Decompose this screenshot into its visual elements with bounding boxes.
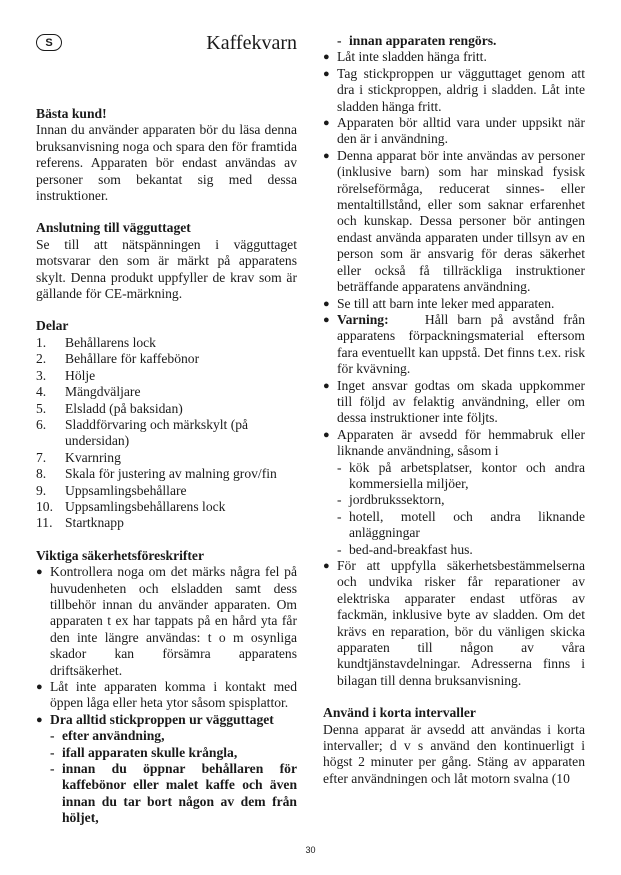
unplug-heading: Dra alltid stickproppen ur vägguttaget (50, 711, 274, 727)
warning-label: Varning: (337, 311, 389, 327)
page-number: 30 (305, 845, 316, 855)
parts-item: 3. Hölje (36, 367, 96, 383)
bullet-icon (323, 115, 337, 148)
bullet-icon (323, 296, 337, 312)
parts-heading: Delar (36, 318, 69, 334)
intervals-body: Denna apparat är avsedd att användas i korta intervaller; d v s använd den kontinuerligt i högst 2 minuter per gång. Stäng av apparaten efter användningen och låt motorn svalna (10 (323, 721, 585, 786)
bullet-icon (323, 312, 337, 378)
unplug-sublist-cont (323, 33, 585, 49)
bullet-icon (36, 712, 50, 827)
language-badge: S (36, 34, 62, 51)
unplug-item: - innan apparaten rengörs. (337, 33, 497, 48)
connection-heading: Anslutning till vägguttaget (36, 220, 191, 236)
page-title: Kaffekvarn (206, 32, 297, 54)
unplug-item: - efter användning, (50, 728, 165, 744)
greeting-body: Innan du använder apparaten bör du läsa denna bruksanvisning noga och spara den för framtida referens. Apparaten bör endast användas av personer som bekantat sig med dessa instruktioner. (36, 122, 297, 204)
safety-bullet: ● För att uppfylla säkerhetsbestämmelserna och undvika risker får reparationer av elektriska apparater endast utföras av fackmän, inklusive byte av sladden. Om det krävs en reparation, bör du vänligen skicka apparaten till någon av våra kundtjänstavdelningar. Adresserna finns i bilagan till denna bruksanvisning. (323, 558, 585, 689)
parts-item: 1. Behållarens lock (36, 334, 156, 350)
safety-bullet: ● Kontrollera noga om det märks några fel på huvudenheten och elsladden samt dess tillbehör innan du använder apparaten. Om apparaten t ex har tappats på en hård yta får den inte längre användas: t o m osynliga skador kan försämra apparatens driftsäkerhet. (36, 564, 297, 679)
safety-bullet: ● Inget ansvar godtas om skada uppkommer till följd av felaktig användning, eller om dessa instruktioner inte följts. (323, 378, 585, 427)
safety-bullet (323, 427, 585, 558)
parts-item: 7. Kvarnring (36, 449, 121, 465)
bullet-icon (323, 558, 337, 689)
household-sublist (337, 460, 585, 558)
safety-list-part2 (323, 49, 585, 689)
safety-heading: Viktiga säkerhetsföreskrifter (36, 547, 204, 563)
household-use-text: Apparaten är avsedd för hemmabruk eller liknande användning, såsom i (337, 426, 585, 459)
safety-bullet: ● Apparaten bör alltid vara under uppsikt när den är i användning. (323, 115, 585, 148)
household-item: - kök på arbetsplatser, kontor och andra kommersiella miljöer, (337, 459, 585, 491)
parts-item: 6. Sladdförvaring och märkskylt (på undersidan) (36, 416, 249, 449)
safety-bullet: ● Tag stickproppen ur vägguttaget genom att dra i stickproppen, aldrig i sladden. Låt inte sladden hänga fritt. (323, 66, 585, 115)
bullet-icon (323, 148, 337, 296)
connection-body: Se till att nätspänningen i vägguttaget motsvarar den som är märkt på apparatens skylt. Denna produkt uppfyller de krav som är gällande för CE-märkning. (36, 236, 297, 302)
parts-item: 2. Behållare för kaffebönor (36, 351, 200, 367)
safety-list-part1 (36, 564, 297, 827)
parts-list (36, 335, 297, 532)
safety-bullet: ● Låt inte sladden hänga fritt. (323, 49, 585, 65)
parts-item: 4. Mängdväljare (36, 384, 141, 400)
parts-item: 8. Skala för justering av malning grov/fin (36, 466, 277, 482)
unplug-item: - ifall apparaten skulle krångla, (50, 744, 238, 760)
intervals-heading: Använd i korta intervaller (323, 705, 476, 721)
bullet-icon (323, 66, 337, 115)
bullet-icon (323, 49, 337, 65)
safety-bullet: ● Låt inte apparaten komma i kontakt med öppen låga eller heta ytor såsom spisplattor. (36, 679, 297, 712)
unplug-sublist (50, 728, 297, 826)
household-item: - bed-and-breakfast hus. (337, 541, 473, 557)
parts-item: 5. Elsladd (på baksidan) (36, 400, 183, 416)
household-item: - hotell, motell och andra liknande anläggningar (337, 508, 585, 541)
left-column (36, 0, 297, 827)
warning-text: Håll barn på avstånd från apparatens förpackningsmaterial eftersom fara eventuellt kan uppstå. Det finns t.ex. risk för kvävning. (337, 311, 585, 377)
bullet-icon (36, 564, 50, 679)
household-item: - jordbrukssektorn, (337, 492, 445, 508)
right-column (323, 0, 585, 787)
unplug-item: - innan du öppnar behållaren för kaffebönor eller malet kaffe och även innan du tar bort någon av dem från höljet, (50, 761, 297, 826)
bullet-icon (36, 679, 50, 712)
parts-item: 10. Uppsamlingsbehållarens lock (36, 498, 226, 514)
safety-bullet (323, 312, 585, 378)
safety-bullet: ● Se till att barn inte leker med apparaten. (323, 296, 585, 312)
greeting-heading: Bästa kund! (36, 106, 107, 121)
safety-bullet (36, 712, 297, 827)
bullet-icon (323, 427, 337, 558)
bullet-icon (323, 378, 337, 427)
safety-bullet: ● Denna apparat bör inte användas av personer (inklusive barn) som har minskad fysisk rörelseförmåga, reducerat sinnes- eller mentaltillstånd, eller som saknar erfarenhet och kunskap. Dessa personer bör antingen endast använda apparaten under tillsyn av en person som är ansvarig för deras säkerhet eller också få tillräckliga instruktioner beträffande apparatens användning. (323, 148, 585, 296)
parts-item: 9. Uppsamlingsbehållare (36, 482, 187, 498)
parts-item: 11. Startknapp (36, 515, 124, 531)
